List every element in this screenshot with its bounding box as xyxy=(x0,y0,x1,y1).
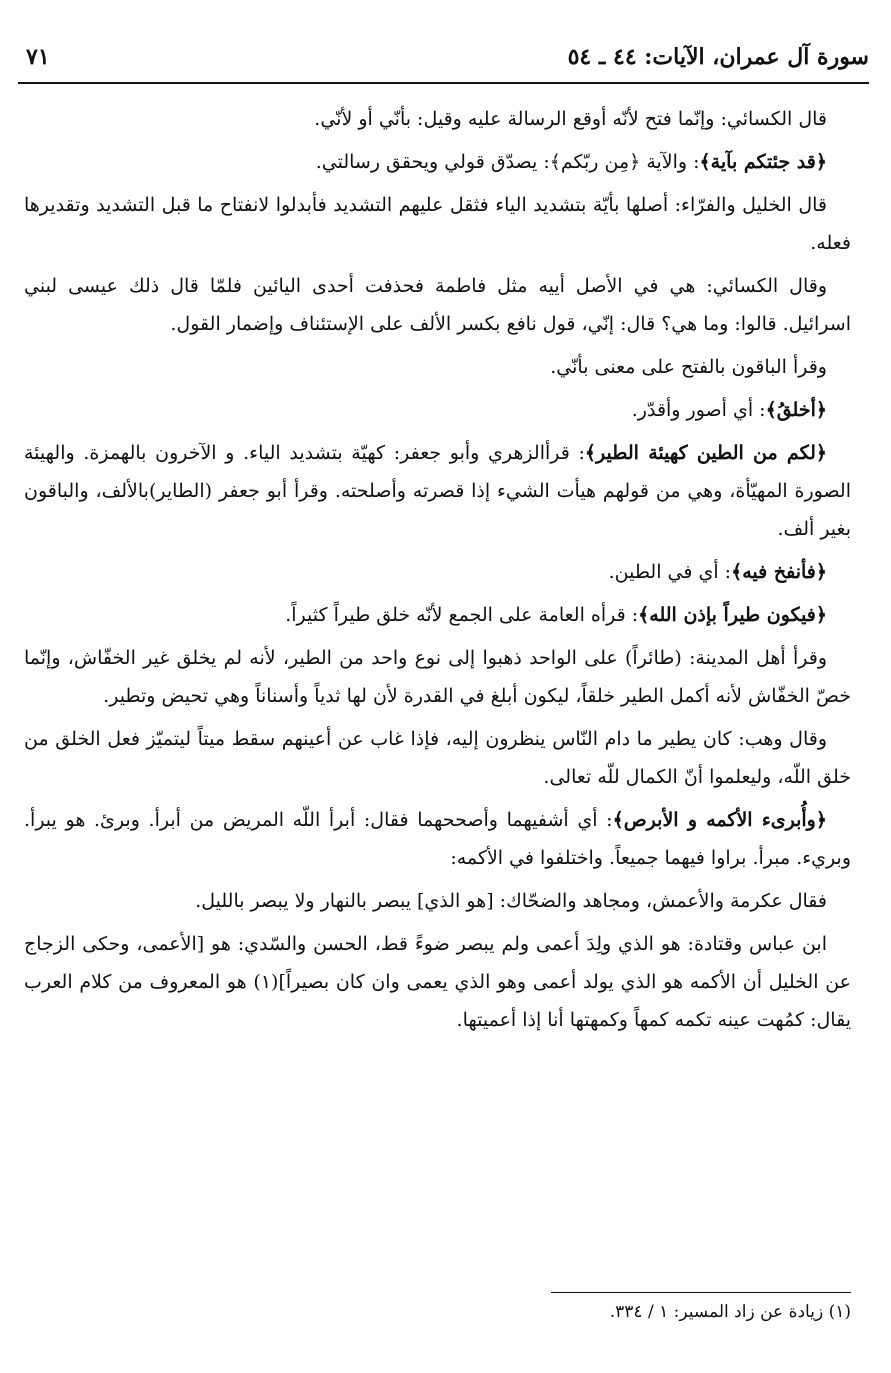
paragraph-text: : أي أصور وأقدّر. xyxy=(631,399,766,421)
verse-quote: ﴿أخلقُ﴾ xyxy=(765,399,827,421)
paragraph-text: وقرأ الباقون بالفتح على معنى بأنّي. xyxy=(550,356,827,378)
paragraph xyxy=(24,639,851,715)
page-title: سورة آل عمران، الآيات: ٤٤ ـ ٥٤ xyxy=(567,44,869,70)
page-body xyxy=(24,100,851,1044)
paragraph-text: وقرأ أهل المدينة: (طائراً) على الواحد ذهبوا إلى نوع واحد من الطير، لأنه لم يخلق غير الخفّاش، وإنّما خصّ الخفّاش لأنه أكمل الطير خلقاً، ليكون أبلغ في القدرة لأن لها ثدياً وأسناناً وهي تحيض وتطير. xyxy=(24,647,851,707)
paragraph xyxy=(24,925,851,1039)
paragraph-text: : قرأالزهري وأبو جعفر: كهيّة بتشديد الياء. و الآخرون بالهمزة. والهيئة الصورة المهيّأة، وهي من قولهم هيأت الشيء إذا قصرته وأصلحته. وقرأ أبو جعفر (الطاير)بالألف، والباقون بغير ألف. xyxy=(24,442,851,540)
paragraph xyxy=(24,391,851,429)
verse-quote: ﴿فأنفخ فيه﴾ xyxy=(731,561,827,583)
paragraph xyxy=(24,348,851,386)
footnote: (١) زيادة عن زاد المسير: ١ / ٣٣٤. xyxy=(609,1302,851,1322)
paragraph xyxy=(24,143,851,181)
verse-quote: ﴿قد جئتكم بآية﴾ xyxy=(699,151,827,173)
page-number: ٧١ xyxy=(26,44,50,70)
paragraph xyxy=(24,801,851,877)
paragraph xyxy=(24,186,851,262)
footnote-rule xyxy=(551,1292,851,1293)
paragraph-text: قال الخليل والفرّاء: أصلها بأيّة بتشديد الياء فثقل عليهم التشديد فأبدلوا لانفتاح ما قبل التشديد وتقديرها فعله. xyxy=(24,194,851,254)
page-header xyxy=(18,40,869,84)
paragraph-text: فقال عكرمة والأعمش، ومجاهد والضحّاك: [هو الذي] يبصر بالنهار ولا يبصر بالليل. xyxy=(195,890,827,912)
paragraph-text: وقال الكسائي: هي في الأصل أييه مثل فاطمة فحذفت أحدى اليائين فلمّا قال ذلك عيسى لبني اسرائيل. قالوا: وما هي؟ قال: إنّي، قول نافع بكسر الألف على الإستئناف وإضمار القول. xyxy=(24,275,851,335)
paragraph xyxy=(24,596,851,634)
paragraph-text: : أي أشفيهما وأصححهما فقال: أبرأ اللّه المريض من أبرأ. وبرئ. هو يبرأ. وبريء. مبرأ. براوا فيهما جميعاً. واختلفوا في الأكمه: xyxy=(24,809,851,869)
paragraph xyxy=(24,267,851,343)
paragraph-text: : أي في الطين. xyxy=(608,561,732,583)
verse-quote: ﴿فيكون طيراً بإذن الله﴾ xyxy=(638,604,827,626)
paragraph-text: : قرأه العامة على الجمع لأنّه خلق طيراً كثيراً. xyxy=(285,604,639,626)
paragraph xyxy=(24,882,851,920)
paragraph xyxy=(24,100,851,138)
paragraph-text: ابن عباس وقتادة: هو الذي ولِدَ أعمى ولم يبصر ضوءً قط، الحسن والسّدي: هو [الأعمى، وحكى الزجاج عن الخليل أن الأكمه هو الذي يولد أعمى وهو الذي يعمى وان كان بصيراً](١) هو المعروف من كلام العرب يقال: كمُهت عينه تكمه كمهاً وكمهتها أنا إذا أعميتها. xyxy=(24,933,851,1031)
paragraph-text: وقال وهب: كان يطير ما دام النّاس ينظرون إليه، فإذا غاب عن أعينهم سقط ميتاً ليتميّز فعل الخلق من خلق اللّه، وليعلموا أنّ الكمال للّه تعالى. xyxy=(24,728,851,788)
paragraph-text: : والآية ﴿مِن ربّكم﴾: يصدّق قولي ويحقق رسالتي. xyxy=(315,151,700,173)
paragraph xyxy=(24,720,851,796)
verse-quote: ﴿لكم من الطين كهيئة الطير﴾ xyxy=(584,442,827,464)
paragraph xyxy=(24,553,851,591)
paragraph xyxy=(24,434,851,548)
verse-quote: ﴿وأُبرىء الأكمه و الأبرص﴾ xyxy=(612,809,827,831)
paragraph-text: قال الكسائي: وإنّما فتح لأنّه أوقع الرسالة عليه وقيل: بأنّي أو لأنّي. xyxy=(314,108,827,130)
header-rule xyxy=(18,82,869,84)
